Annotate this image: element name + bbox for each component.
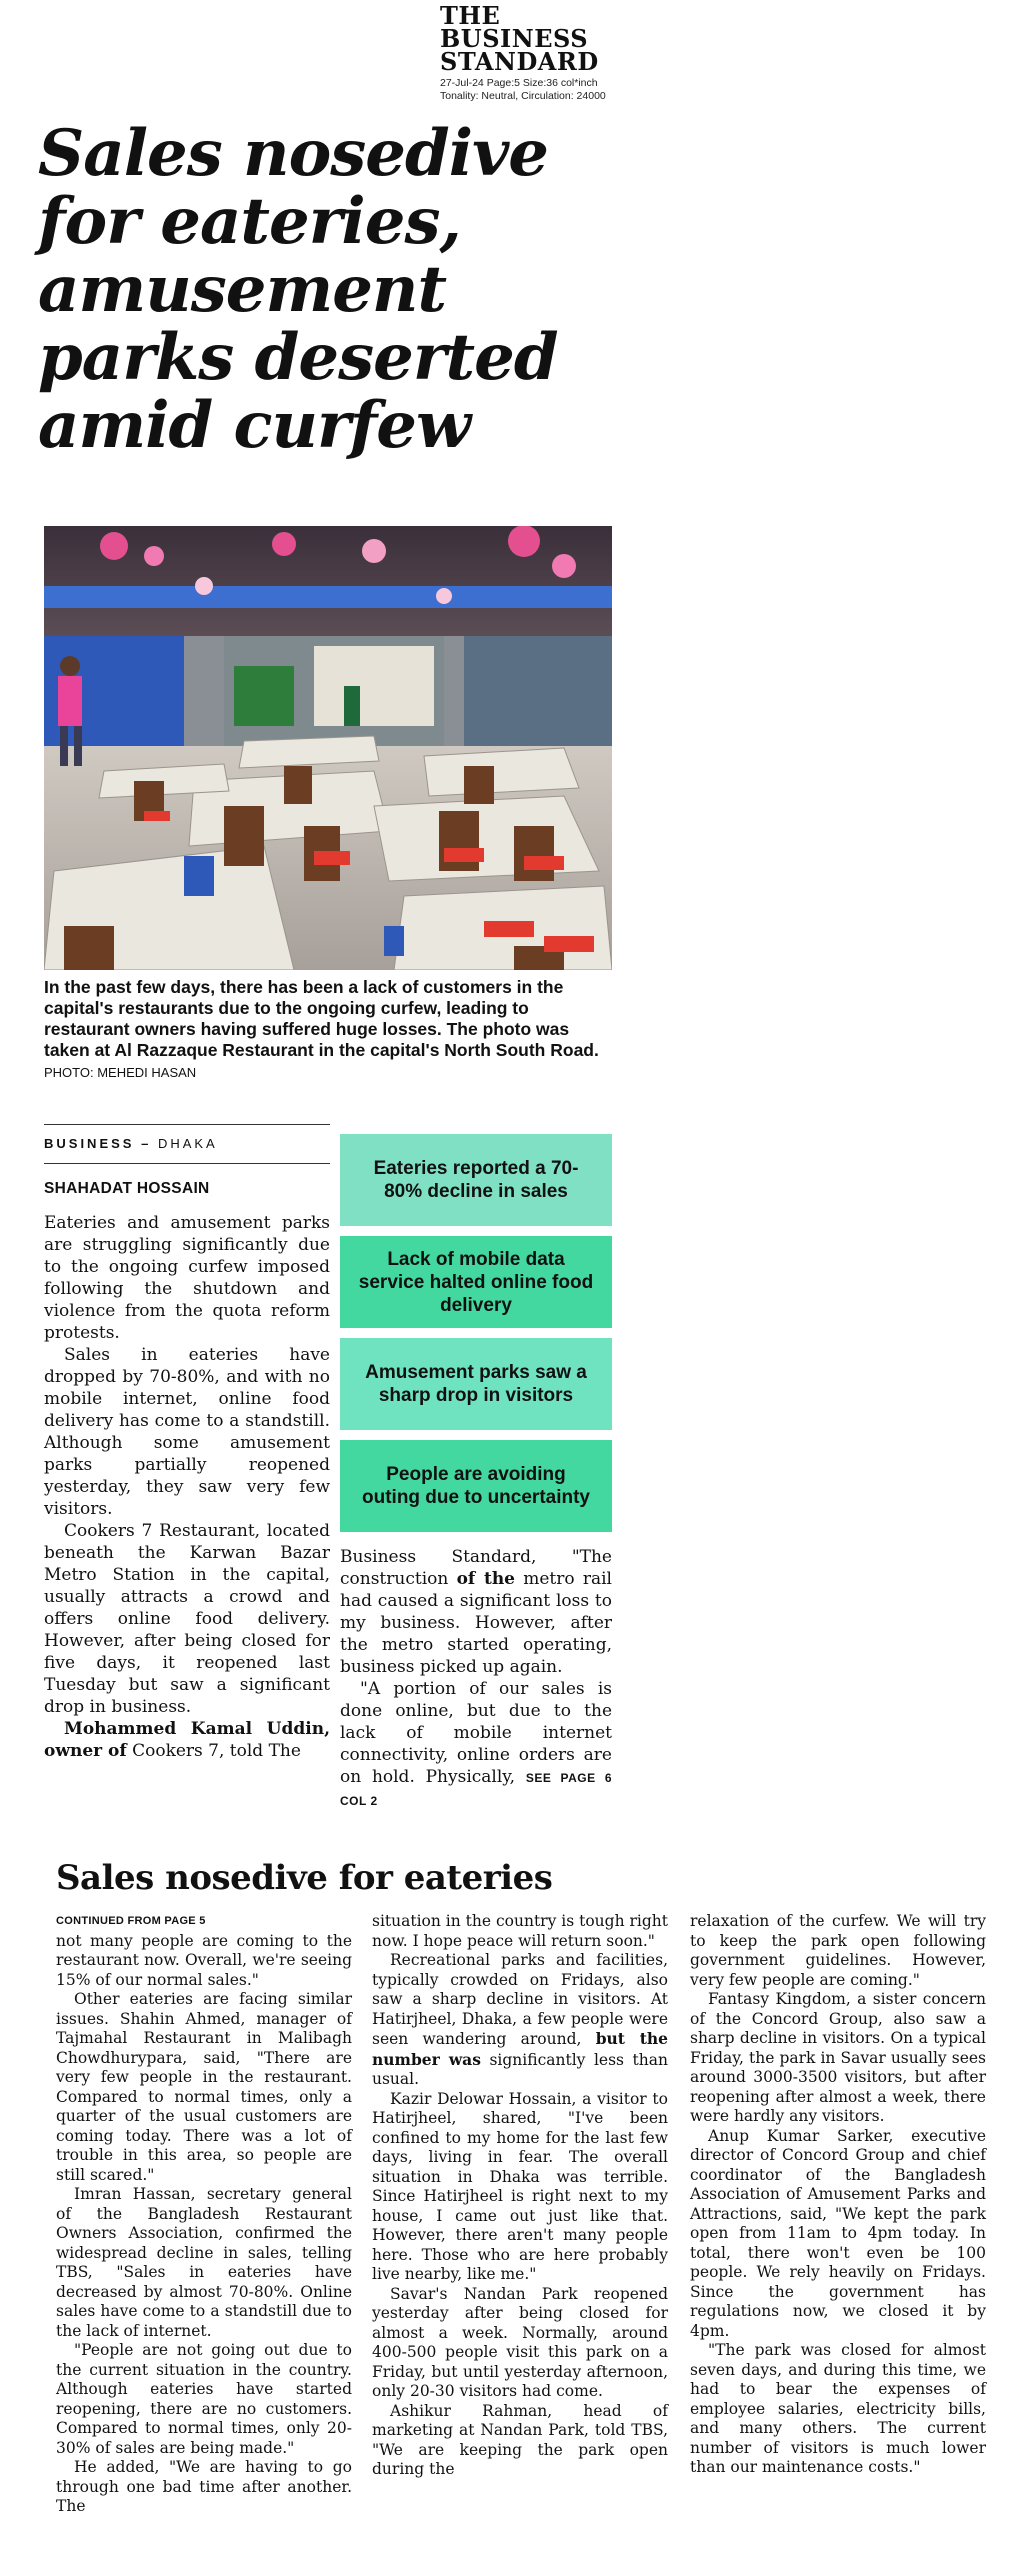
bold-source-name: Mohammed Kamal Uddin, owner of [44, 1719, 330, 1761]
newspaper-logo [440, 1, 600, 76]
section-name: BUSINESS [44, 1136, 135, 1151]
paragraph-text: Business Standard, "The construction [340, 1547, 612, 1589]
paragraph-text: "A portion of our sales is done online, but due to the lack of mobile internet connectivity, online orders are on hold. Physically, [340, 1679, 612, 1787]
highlight-box-3: Amusement parks saw a sharp drop in visitors [340, 1338, 612, 1430]
paragraph [372, 1951, 668, 2090]
byline: SHAHADAT HOSSAIN [44, 1180, 210, 1197]
paragraph: Anup Kumar Sarker, executive director of Concord Group and chief coordinator of the Bangladesh Association of Amusement Parks and Attractions, said, "We kept the park open from 11am to 4pm today. In total, there won't even be 100 people. We rely heavily on Fridays. Since the government has regulations now, we closed it by 4pm. [690, 2126, 986, 2340]
paragraph: Eateries and amusement parks are struggling significantly due to the ongoing curfew imposed following the shutdown and violence from the quota reform protests. [44, 1213, 330, 1343]
paragraph: "The park was closed for almost seven days, and during this time, we had to bear the expenses of employee salaries, electricity bills, and many others. The current number of visitors is much lower than our maintenance costs." [690, 2341, 986, 2476]
article-column-2 [340, 1546, 612, 1812]
paragraph [44, 1718, 330, 1762]
restaurant-photo [44, 526, 612, 970]
meta-line-1: 27-Jul-24 Page:5 Size:36 col*inch [440, 77, 598, 89]
continuation-column-1 [56, 1912, 352, 2517]
photo-credit: PHOTO: MEHEDI HASAN [44, 1065, 197, 1080]
clipping-meta [440, 77, 606, 103]
see-page-jump: SEE PAGE 6 COL 2 [340, 1771, 612, 1808]
logo-line-2: BUSINESS [440, 24, 589, 53]
highlight-box-4: People are avoiding outing due to uncertainty [340, 1440, 612, 1532]
paragraph-text: metro rail had caused a significant loss to my business. However, after the metro started operating, business picked up again. [340, 1569, 612, 1677]
paragraph [340, 1678, 612, 1812]
section-rule-top [44, 1124, 330, 1125]
bold-text: but the number was [372, 2029, 668, 2069]
paragraph: Imran Hassan, secretary general of the Bangladesh Restaurant Owners Association, confirmed the widespread decline in sales, telling TBS, "Sales in eateries have decreased by almost 70-80%. Online sales have come to a standstill due to the lack of internet. [56, 2185, 352, 2340]
dateline-location: DHAKA [157, 1136, 218, 1151]
paragraph: Savar's Nandan Park reopened yesterday after being closed for almost a week. Normally, around 400-500 people visit this park on a Friday, but until yesterday afternoon, only 20-30 visitors had come. [372, 2284, 668, 2400]
photo-caption [44, 977, 616, 1083]
bold-text: of the [456, 1569, 515, 1589]
continued-from-label: CONTINUED FROM PAGE 5 [56, 1915, 206, 1927]
paragraph [340, 1546, 612, 1678]
continuation-column-3 [690, 1912, 986, 2478]
paragraph: relaxation of the curfew. We will try to keep the park open following government guidelines. However, very few people are coming." [690, 1912, 986, 1989]
highlight-box-1: Eateries reported a 70-80% decline in sales [340, 1134, 612, 1226]
paragraph-text: Cookers 7, told The [126, 1741, 301, 1761]
paragraph: not many people are coming to the restaurant now. Overall, we're seeing 15% of our normal sales." [56, 1931, 352, 1989]
continuation-column-2 [372, 1912, 668, 2480]
paragraph: Ashikur Rahman, head of marketing at Nandan Park, told TBS, "We are keeping the park open during the [372, 2401, 668, 2478]
paragraph: Other eateries are facing similar issues. Shahin Ahmed, manager of Tajmahal Restaurant in Malibagh Chowdhurypara, said, "There are very few people in the restaurant. Compared to normal times, only a quarter of the usual customers are coming today. There was a lot of trouble in this area, so people are still scared." [56, 1990, 352, 2184]
paragraph-text: Recreational parks and facilities, typically crowded on Fridays, also saw a sharp decline in visitors. At Hatirjheel, Dhaka, a few people were seen wandering around, [372, 1951, 668, 2048]
headline: Sales nosedive for eateries, amusement parks deserted amid curfew [38, 116, 558, 463]
section-label [44, 1136, 218, 1151]
paragraph: situation in the country is tough right now. I hope peace will return soon." [372, 1912, 668, 1950]
paragraph: Sales in eateries have dropped by 70-80%, and with no mobile internet, online food delivery has come to a standstill. Although some amusement parks partially reopened yesterday, they saw very few visitors. [44, 1345, 330, 1519]
masthead [440, 1, 606, 103]
section-separator: – [134, 1136, 158, 1151]
paragraph-text: significantly less than usual. [372, 2050, 668, 2088]
logo-line-1: THE [440, 1, 501, 30]
meta-line-2: Tonality: Neutral, Circulation: 24000 [440, 90, 606, 102]
highlight-box-2: Lack of mobile data service halted online food delivery [340, 1236, 612, 1328]
section-rule-bottom [44, 1163, 330, 1164]
paragraph: "People are not going out due to the current situation in the country. Although eateries have started reopening, there are no customers. Compared to normal times, only 20-30% of sales are being made." [56, 2341, 352, 2457]
logo-line-3: STANDARD [440, 47, 599, 76]
paragraph: Fantasy Kingdom, a sister concern of the Concord Group, also saw a sharp decline in visitors. On a typical Friday, the park in Savar usually sees around 3000-3500 visitors, but after reopening after almost a week, there were hardly any visitors. [690, 1990, 986, 2125]
paragraph: Kazir Delowar Hossain, a visitor to Hatirjheel, shared, "I've been confined to my home for the last few days, living in fear. The overall situation in Dhaka was terrible. Since Hatirjheel is right next to my house, I came out just like that. However, there aren't many people here. Those who are here probably live nearby, like me." [372, 2089, 668, 2283]
article-column-1 [44, 1212, 330, 1762]
continuation-title: Sales nosedive for eateries [56, 1858, 553, 1898]
caption-text: In the past few days, there has been a lack of customers in the capital's restaurants due to the ongoing curfew, leading to restaurant owners having suffered huge losses. The photo was taken at Al Razzaque Restaurant in the capital's North South Road. [44, 977, 599, 1060]
paragraph: He added, "We are having to go through one bad time after another. The [56, 2458, 352, 2515]
paragraph: Cookers 7 Restaurant, located beneath the Karwan Bazar Metro Station in the capital, usually attracts a crowd and offers online food delivery. However, after being closed for five days, it reopened last Tuesday but saw a significant drop in business. [44, 1521, 330, 1717]
